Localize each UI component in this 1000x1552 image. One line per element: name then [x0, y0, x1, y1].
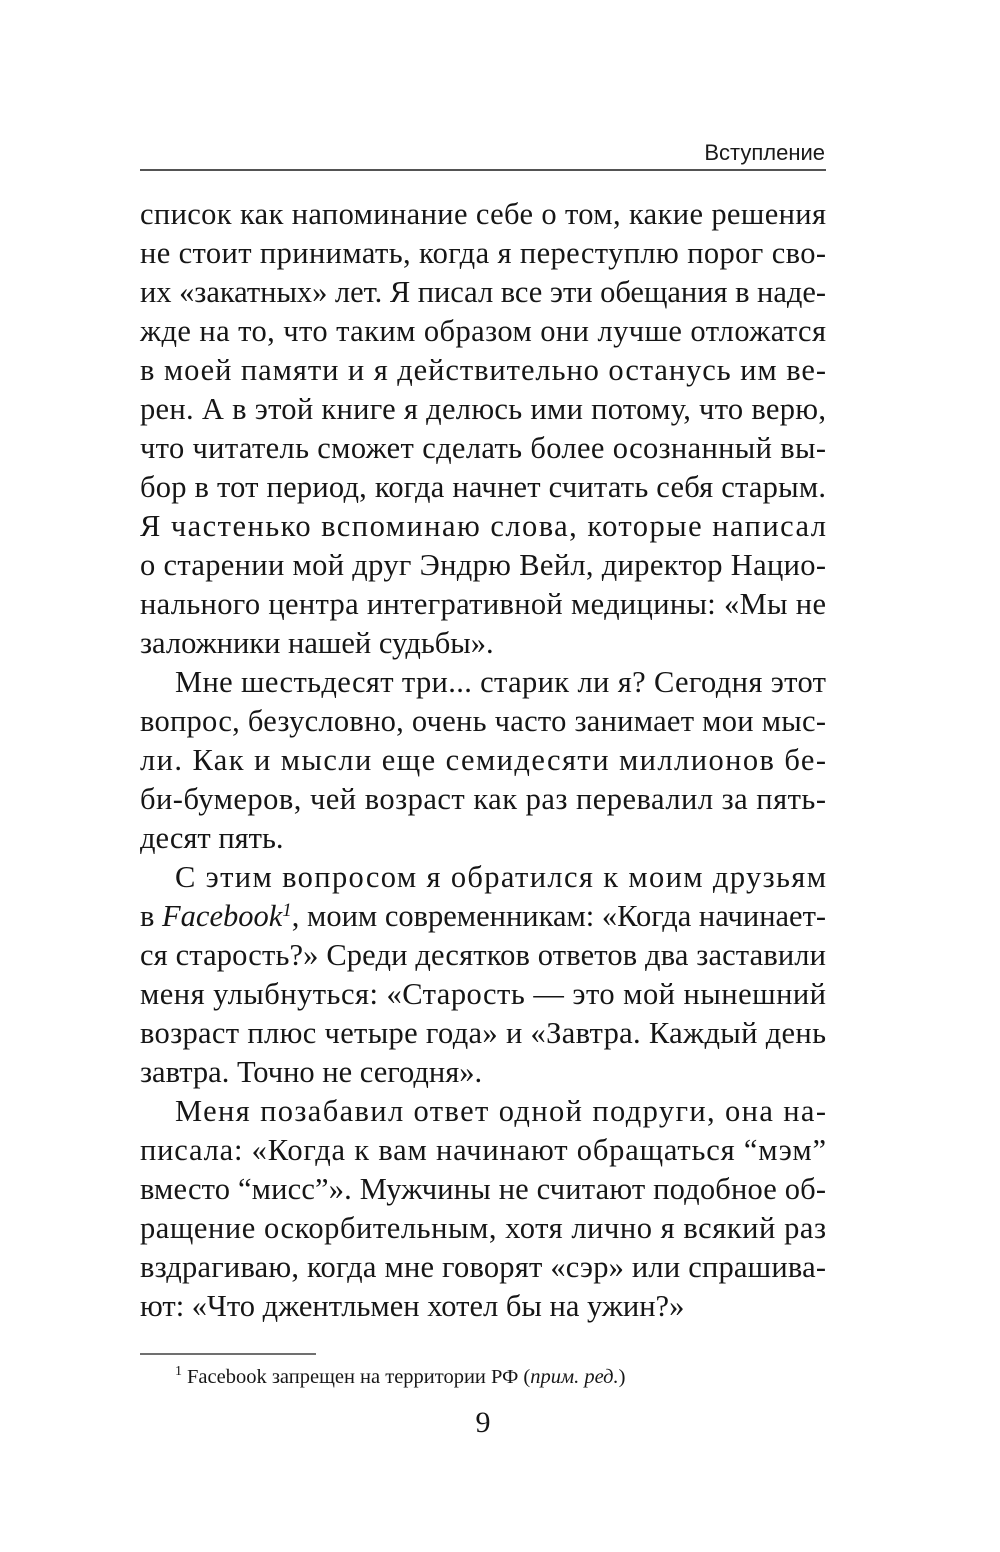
- body-line: нального центра интегративной медицины: «Мы не: [140, 587, 826, 621]
- page-number: 9: [475, 1406, 491, 1439]
- body-line: жде на то, что таким образом они лучше отложатся: [140, 314, 826, 348]
- body-line: завтра. Точно не сегодня».: [140, 1055, 483, 1089]
- footnote-italic: прим. ред.: [530, 1366, 619, 1388]
- footnote-text: ): [618, 1366, 626, 1388]
- body-line: десят пять.: [140, 821, 284, 855]
- body-line: меня улыбнуться: «Старость — это мой нынешний: [140, 977, 826, 1011]
- body-line: Меня позабавил ответ одной подруги, она на-: [175, 1094, 826, 1128]
- body-line: вопрос, безусловно, очень часто занимает мои мыс-: [140, 704, 826, 738]
- body-line: в моей памяти и я действительно останусь им ве-: [140, 353, 826, 387]
- body-line: возраст плюс четыре года» и «Завтра. Каждый день: [140, 1016, 826, 1050]
- body-line: вздрагиваю, когда мне говорят «сэр» или спрашива-: [140, 1250, 826, 1284]
- body-line: что читатель сможет сделать более осознанный вы-: [140, 431, 826, 465]
- body-line: писала: «Когда к вам начинают обращаться “мэм”: [140, 1133, 826, 1167]
- body-line: не стоит принимать, когда я переступлю порог сво-: [140, 236, 826, 270]
- footnote-text: Facebook запрещен на территории РФ (: [187, 1366, 531, 1388]
- body-line: ся старость?» Среди десятков ответов два заставили: [140, 938, 826, 972]
- body-line: список как напоминание себе о том, какие решения: [140, 197, 826, 231]
- body-line: бор в тот период, когда начнет считать себя старым.: [140, 470, 826, 504]
- body-line: о старении мой друг Эндрю Вейл, директор Нацио-: [140, 548, 826, 582]
- body-line: заложники нашей судьбы».: [140, 626, 494, 660]
- body-line: би-бумеров, чей возраст как раз перевалил за пять-: [140, 782, 826, 816]
- body-line: вместо “мисс”». Мужчины не считают подобное об-: [140, 1172, 826, 1206]
- body-line: их «закатных» лет. Я писал все эти обещания в наде-: [140, 275, 826, 309]
- body-line: С этим вопросом я обратился к моим друзьям: [175, 860, 826, 894]
- facebook-italic: Facebook: [162, 899, 283, 933]
- footnote-ref: 1: [282, 900, 292, 921]
- footnote: [175, 1364, 625, 1388]
- body-line: рен. А в этой книге я делюсь ими потому, что верю,: [140, 392, 826, 426]
- body-line: ли. Как и мысли еще семидесяти миллионов бе-: [140, 743, 827, 777]
- body-line-with-footnote: [140, 899, 826, 933]
- body-text: , моим современникам: «Когда начинает-: [291, 899, 827, 933]
- body-line: ращение оскорбительным, хотя лично я всякий раз: [140, 1211, 826, 1245]
- body-text: в: [140, 899, 163, 933]
- running-header: Вступление: [704, 140, 825, 165]
- body-line: ют: «Что джентльмен хотел бы на ужин?»: [140, 1289, 685, 1323]
- footnote-marker: 1: [175, 1364, 182, 1379]
- body-line: Мне шестьдесят три... старик ли я? Сегодня этот: [175, 665, 826, 699]
- body-line: Я частенько вспоминаю слова, которые написал: [140, 509, 826, 543]
